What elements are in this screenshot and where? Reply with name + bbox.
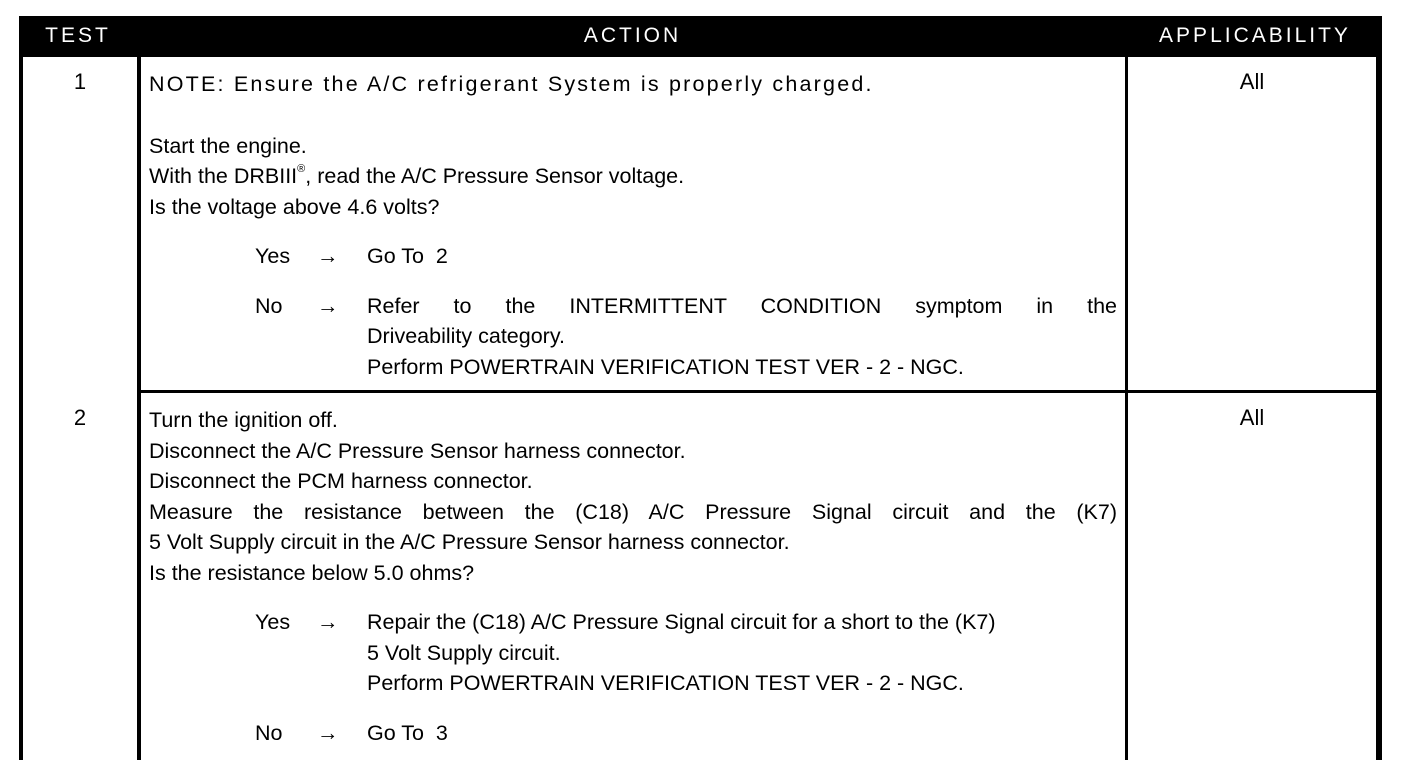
row1-step-2-b: , read the A/C Pressure Sensor voltage. [305,164,685,188]
row2-yes-branch [255,607,1117,699]
arrow-icon: → [317,720,339,745]
row2-step-5: 5 Volt Supply circuit in the A/C Pressure Sensor harness connector. [149,530,790,554]
row1-test-number: 1 [23,57,137,402]
arrow-icon: → [317,293,339,318]
row2-step-2: Disconnect the A/C Pressure Sensor harness connector. [149,438,686,463]
row1-step-2 [149,161,1117,192]
row2-action [141,393,1125,760]
row1-note: NOTE: Ensure the A/C refrigerant System is properly charged. [149,72,874,96]
header-action: ACTION [583,24,682,47]
row2-yes-result-1: Repair the (C18) A/C Pressure Signal circuit for a short to the (K7) [367,610,996,634]
row2-step-6: Is the resistance below 5.0 ohms? [149,560,475,585]
row1-no-result-2: Driveability category. [367,324,565,348]
row1-action [141,57,1125,390]
row1-yes-branch [255,241,1117,272]
row2-no-label: No [255,720,283,745]
row1-step-3: Is the voltage above 4.6 volts? [149,194,440,219]
row2-step-1: Turn the ignition off. [149,408,338,432]
row2-yes-label: Yes [255,610,291,634]
row2-step-3: Disconnect the PCM harness connector. [149,469,533,493]
header-applicability: APPLICABILITY [1159,24,1351,47]
row2-yes-result-2: 5 Volt Supply circuit. [367,640,561,665]
registered-mark: ® [297,163,306,175]
row1-yes-label: Yes [255,244,291,268]
row2-no-branch [255,718,1117,749]
diagnostic-table [19,16,1382,760]
row1-step-2-a: With the DRBIII [149,164,298,188]
row1-yes-result: Go To 2 [367,244,448,268]
arrow-icon: → [317,244,339,268]
row2-step-4: Measure the resistance between the (C18) A/C Pressure Signal circuit and the (K7) [149,499,1117,524]
row1-no-result-1: Refer to the INTERMITTENT CONDITION symptom in the [367,293,1117,318]
row1-no-label: No [255,293,283,318]
row2-no-result: Go To 3 [367,720,448,745]
row2-yes-result-3: Perform POWERTRAIN VERIFICATION TEST VER - 2 - NGC. [367,671,964,695]
header-test: TEST [45,24,111,47]
row1-step-1: Start the engine. [149,133,307,158]
row1-applicability: All [1128,57,1376,390]
row2-applicability: All [1128,393,1376,760]
arrow-icon: → [317,610,339,634]
row2-test-number: 2 [23,393,137,772]
row1-no-result-3: Perform POWERTRAIN VERIFICATION TEST VER - 2 - NGC. [367,354,964,379]
row1-no-branch [255,291,1117,383]
